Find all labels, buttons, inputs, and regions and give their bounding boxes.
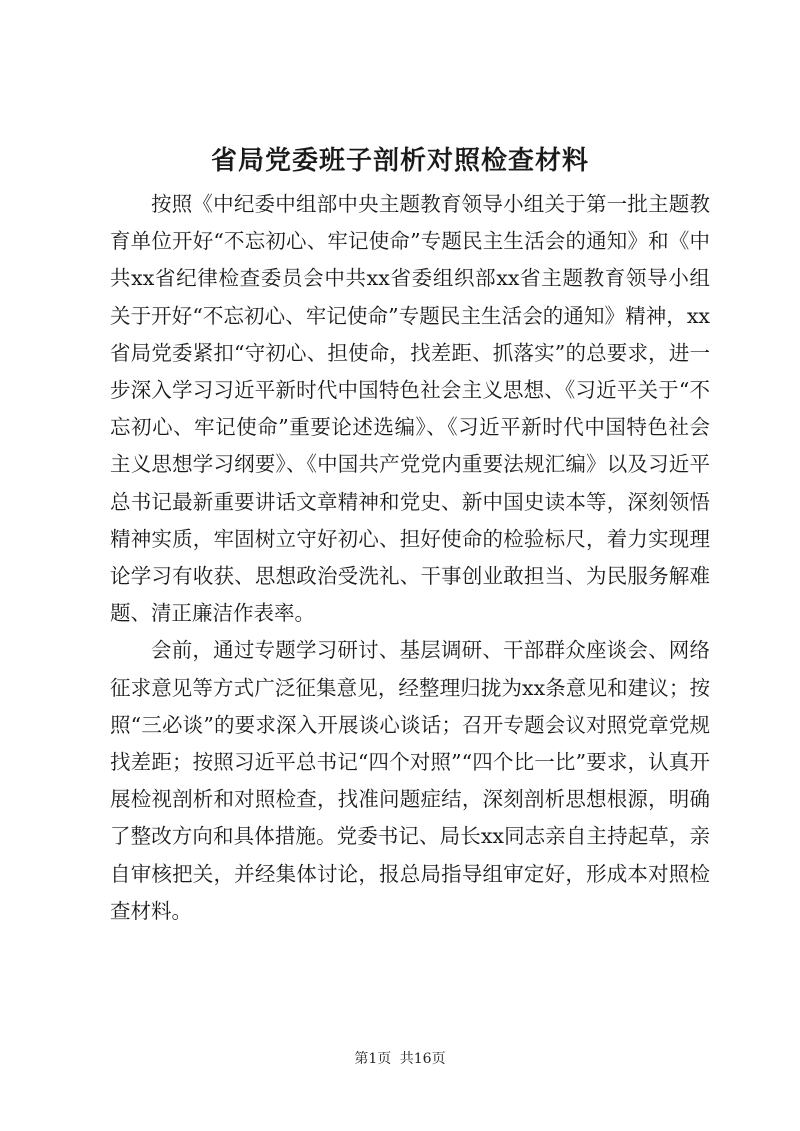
- document-title: 省局党委班子剖析对照检查材料: [210, 146, 589, 176]
- page-footer: [0, 1048, 800, 1068]
- document-body: [110, 186, 710, 930]
- paragraph-1: 按照《中纪委中组部中央主题教育领导小组关于第一批主题教育单位开好“不忘初心、牢记使命”专题民主生活会的通知》和《中共xx省纪律检查委员会中共xx省委组织部xx省主题教育领导小组关于开好“不忘初心、牢记使命”专题民主生活会的通知》精神，xx省局党委紧扣“守初心、担使命，找差距、抓落实”的总要求，进一步深入学习习近平新时代中国特色社会主义思想、《习近平关于“不忘初心、牢记使命”重要论述选编》、《习近平新时代中国特色社会主义思想学习纲要》、《中国共产党党内重要法规汇编》以及习近平总书记最新重要讲话文章精神和党史、新中国史读本等，深刻领悟精神实质，牢固树立守好初心、担好使命的检验标尺，着力实现理论学习有收获、思想政治受洗礼、干事创业敢担当、为民服务解难题、清正廉洁作表率。: [110, 192, 710, 626]
- paragraph-2: 会前，通过专题学习研讨、基层调研、干部群众座谈会、网络征求意见等方式广泛征集意见，经整理归拢为xx条意见和建议；按照“三必谈”的要求深入开展谈心谈话；召开专题会议对照党章党规找差距；按照习近平总书记“四个对照”“四个比一比”要求，认真开展检视剖析和对照检查，找准问题症结，深刻剖析思想根源，明确了整改方向和具体措施。党委书记、局长xx同志亲自主持起草，亲自审核把关，并经集体讨论，报总局指导组审定好，形成本对照检查材料。: [110, 638, 710, 923]
- page-total: 共16页: [399, 1051, 446, 1067]
- page-number: 第1页: [354, 1051, 392, 1067]
